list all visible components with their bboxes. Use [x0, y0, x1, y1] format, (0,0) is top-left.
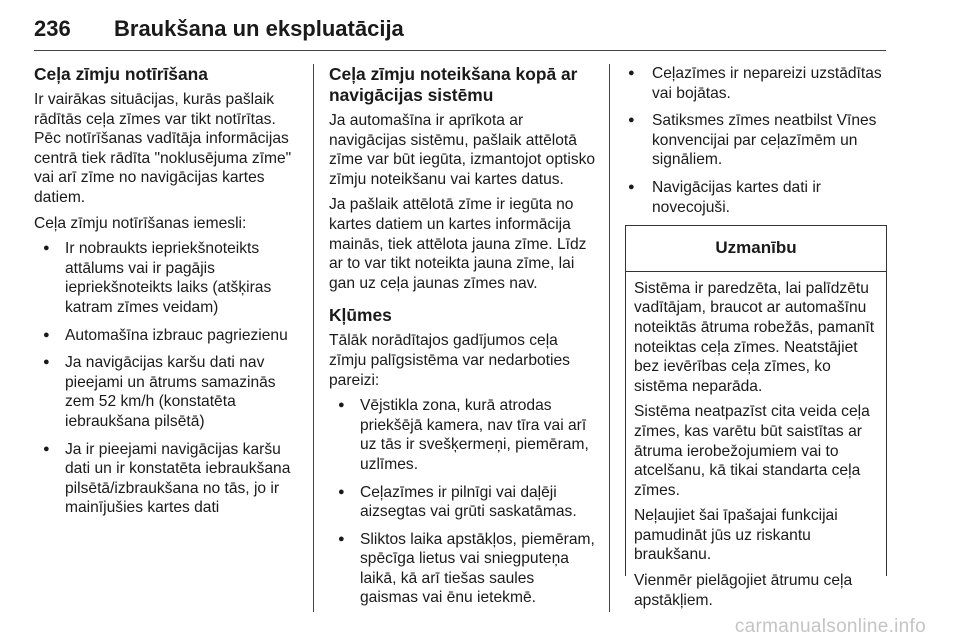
column-divider-1 — [313, 64, 314, 612]
list-item: ● Ceļazīmes ir nepareizi uzstādītas vai bojātas. — [625, 64, 887, 103]
bullet-list — [329, 396, 596, 608]
column-3 — [625, 64, 887, 609]
section-heading-sign-clearing: Ceļa zīmju notīrīšana — [34, 64, 208, 84]
caution-body — [626, 272, 886, 611]
page-number: 236 — [34, 16, 71, 41]
section-heading-navigation: Ceļa zīmju noteikšana kopā ar navigācijas sistēmu — [329, 64, 578, 105]
running-title: Braukšana un ekspluatācija — [114, 16, 404, 41]
paragraph: Ja pašlaik attēlotā zīme ir iegūta no kartes datiem un kartes informācija mainās, tiek attēlota jauna zīme. Līdz ar to var tikt noteikta jauna zīme, lai gan uz ceļa jaunas zīmes nav. — [329, 196, 587, 292]
list-item: ● Ir nobraukts iepriekšnoteikts attālums vai ir pagājis iepriekšnoteikts laiks (atšķiras katram zīmes veidam) — [34, 239, 300, 317]
watermark-text: carmanualsonline.info — [734, 616, 926, 637]
caution-paragraph: Sistēma neatpazīst cita veida ceļa zīmes, kas varētu būt saistītas ar ātruma ierobežojumiem vai to atcelšanu, kā tikai standarta ceļa zīmes. — [634, 403, 870, 499]
caution-box — [625, 225, 887, 609]
list-item: ● Ceļazīmes ir pilnīgi vai daļēji aizsegtas vai grūti saskatāmas. — [329, 483, 596, 522]
list-item: ● Sliktos laika apstākļos, piemēram, spēcīga lietus vai sniegputeņa laikā, kā arī tiešas saules gaismas vai ēnu ietekmē. — [329, 530, 596, 608]
caution-paragraph: Neļaujiet šai īpašajai funkcijai pamudināt jūs uz riskantu braukšanu. — [634, 507, 838, 564]
list-item: ● Vējstikla zona, kurā atrodas priekšējā kamera, nav tīra vai arī uz tās ir svešķermeņi, piemēram, uzlīmes. — [329, 396, 596, 474]
caution-title: Uzmanību — [626, 226, 886, 272]
column-2 — [329, 64, 596, 616]
column-1 — [34, 64, 300, 526]
paragraph: Ir vairākas situācijas, kurās pašlaik rādītās ceļa zīmes var tikt notīrītas. Pēc notīrīšanas vadītāja informācijas centrā tiek rādīta "noklusējuma zīme" vai arī zīme no navigācijas kartes datiem. — [34, 91, 292, 206]
caution-paragraph: Vienmēr pielāgojiet ātrumu ceļa apstākļiem. — [634, 572, 853, 609]
bullet-list — [625, 64, 887, 217]
bullet-list — [34, 239, 300, 518]
paragraph: Ja automašīna ir aprīkota ar navigācijas sistēmu, pašlaik attēlotā zīme var būt iegūta, izmantojot optisko zīmju noteikšanu vai kartes datus. — [329, 112, 596, 188]
column-divider-2 — [609, 64, 610, 612]
caution-paragraph: Sistēma ir paredzēta, lai palīdzētu vadītājam, braucot ar automašīnu noteiktās ātruma robežās, pamanīt noteiktas ceļa zīmes. Neatstājiet bez ievērības ceļa zīmes, ko sistēma neparāda. — [634, 279, 875, 395]
list-item: ● Navigācijas kartes dati ir novecojuši. — [625, 178, 887, 217]
list-item: ● Satiksmes zīmes neatbilst Vīnes konvencijai par ceļazīmēm un signāliem. — [625, 111, 887, 170]
list-item: ● Ja navigācijas karšu dati nav pieejami un ātrums samazinās zem 52 km/h (konstatēta iebraukšana pilsētā) — [34, 353, 300, 431]
page-header — [34, 14, 886, 51]
list-item: ● Ja ir pieejami navigācijas karšu dati un ir konstatēta iebraukšana pilsētā/izbraukšana no tās, jo ir mainījušies kartes dati — [34, 440, 300, 518]
section-heading-faults: Kļūmes — [329, 305, 392, 326]
paragraph: Tālāk norādītajos gadījumos ceļa zīmju palīgsistēma var nedarboties pareizi: — [329, 332, 570, 389]
list-item: ● Automašīna izbrauc pagriezienu — [34, 326, 300, 346]
paragraph: Ceļa zīmju notīrīšanas iemesli: — [34, 214, 247, 232]
